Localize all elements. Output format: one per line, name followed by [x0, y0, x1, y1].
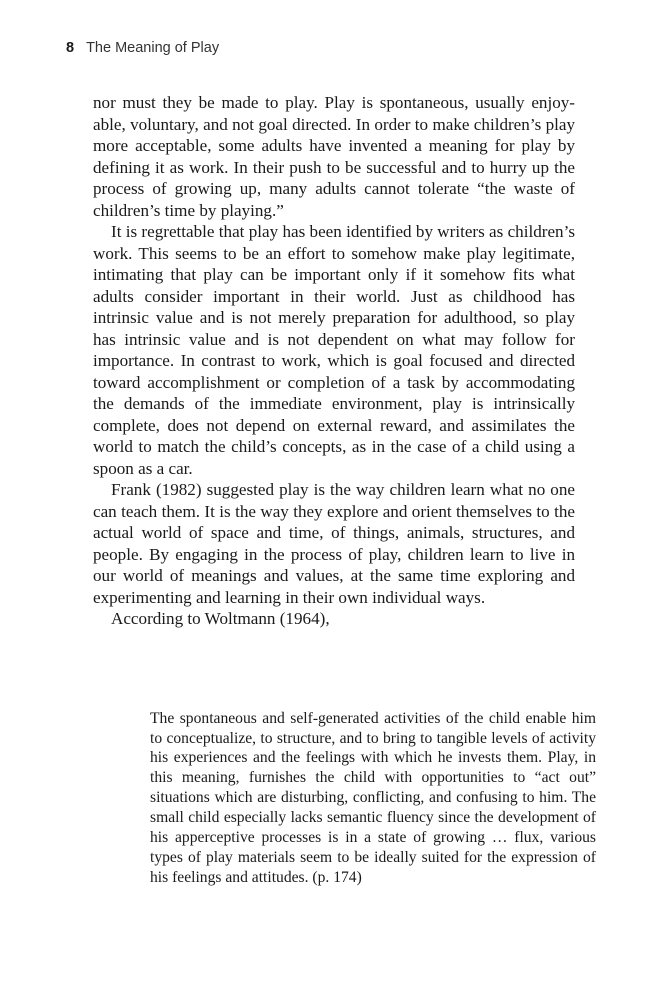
paragraph-2: It is regrettable that play has been identified by writers as children’s work. This seems to be an effort to somehow make play legitimate, intimating that play can be important only if it somehow fits what adults consider important in their world. Just as childhood has intrinsic value and is not merely preparation for adulthood, so play has intrinsic value and is not dependent on what may follow for importance. In contrast to work, which is goal focused and directed toward accomplishment or completion of a task by accommodating the demands of the immediate environment, play is intrinsically complete, does not depend on external reward, and assimilates the world to match the child’s concepts, as in the case of a child using a spoon as a car.	[93, 222, 575, 478]
running-head	[66, 40, 219, 56]
block-quote-text: The spontaneous and self-generated activities of the child enable him to conceptualize, to structure, and to bring to tangible levels of activity his experiences and the feelings with which he invests them. Play, in this meaning, furnishes the child with opportunities to “act out” situations which are disturbing, conflicting, and confusing to him. The small child especially lacks semantic fluency since the development of his apperceptive processes is in a state of growing … flux, various types of play materials seem to be ideally suited for the expression of his feelings and attitudes. (p. 174)	[150, 709, 596, 886]
paragraph-1: nor must they be made to play. Play is spontaneous, usually enjoyable, voluntary, and not goal directed. In order to make children’s play more acceptable, some adults have invented a meaning for play by defining it as work. In their push to be successful and to hurry up the process of growing up, many adults cannot tolerate “the waste of children’s time by playing.”	[93, 93, 575, 220]
body-text	[93, 92, 575, 630]
page-number: 8	[66, 40, 75, 56]
paragraph-3: Frank (1982) suggested play is the way children learn what no one can teach them. It is the way they explore and orient themselves to the actual world of space and time, of things, animals, structures, and people. By engaging in the process of play, children learn to live in our world of meanings and values, at the same time exploring and experimenting and learning in their own individual ways.	[93, 480, 575, 607]
running-title: The Meaning of Play	[86, 40, 220, 56]
block-quote	[150, 709, 596, 888]
paragraph-4: According to Woltmann (1964),	[111, 609, 330, 628]
